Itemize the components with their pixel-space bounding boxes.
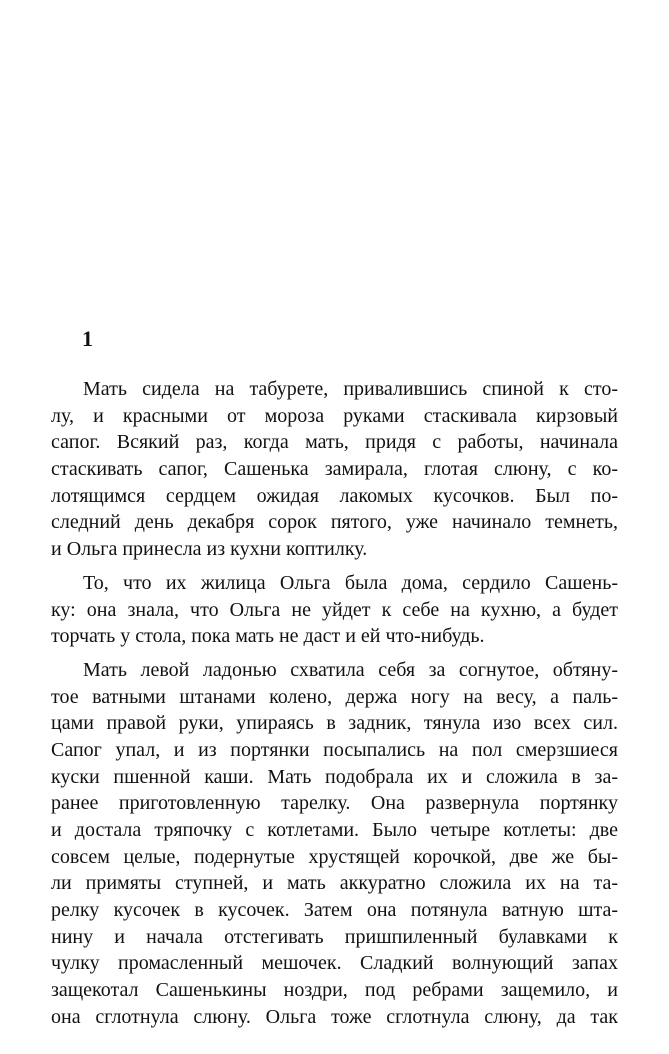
text-line: нину и начала отстегивать пришпиленный булавками к bbox=[51, 925, 618, 948]
text-line: защекотал Сашенькины ноздри, под ребрами защемило, и bbox=[51, 979, 618, 1002]
text-line: она сглотнула слюну. Ольга тоже сглотнула слюну, да так bbox=[51, 1005, 618, 1028]
text-line: тое ватными штанами колено, держа ногу на весу, а паль- bbox=[51, 685, 618, 708]
paragraph bbox=[51, 657, 618, 1031]
text-line: Сапог упал, и из портянки посыпались на пол смерзшиеся bbox=[51, 738, 618, 761]
text-line: торчать у стола, пока мать не даст и ей что-нибудь. bbox=[51, 625, 485, 648]
text-line: лу, и красными от мороза руками стаскивала кирзовый bbox=[51, 404, 618, 427]
text-line: Мать левой ладонью схватила себя за согнутое, обтяну- bbox=[83, 658, 618, 681]
text-line: следний день декабря сорок пятого, уже начинало темнеть, bbox=[51, 511, 618, 534]
text-line: и достала тряпочку с котлетами. Было четыре котлеты: две bbox=[51, 819, 618, 841]
text-line: релку кусочек в кусочек. Затем она потянула ватную шта- bbox=[51, 899, 618, 922]
text-line: ранее приготовленную тарелку. Она развернула портянку bbox=[51, 792, 618, 815]
text-line: Мать сидела на табурете, привалившись спиной к сто- bbox=[83, 378, 618, 400]
text-line: совсем целые, подернутые хрустящей корочкой, две же бы- bbox=[51, 845, 618, 868]
chapter-text bbox=[51, 376, 618, 1031]
text-line: лотящимся сердцем ожидая лакомых кусочков. Был по- bbox=[51, 484, 618, 507]
chapter-number: 1 bbox=[82, 326, 93, 351]
text-line: То, что их жилица Ольга была дома, сердило Сашень- bbox=[83, 571, 618, 594]
paragraph bbox=[51, 570, 618, 650]
text-line: стаскивать сапог, Сашенька замирала, глотая слюну, с ко- bbox=[51, 458, 618, 481]
text-line: сапог. Всякий раз, когда мать, придя с работы, начинала bbox=[51, 431, 618, 454]
text-line: и Ольга принесла из кухни коптилку. bbox=[51, 538, 368, 561]
text-line: ли примяты ступней, и мать аккуратно сложила их на та- bbox=[51, 872, 618, 895]
text-line: куски пшенной каши. Мать подобрала их и сложила в за- bbox=[51, 765, 618, 788]
text-line: чулку промасленный мешочек. Сладкий волнующий запах bbox=[51, 952, 618, 975]
paragraph bbox=[51, 376, 618, 563]
text-line: цами правой руки, упираясь в задник, тянула изо всех сил. bbox=[51, 712, 618, 735]
text-line: ку: она знала, что Ольга не уйдет к себе на кухню, а будет bbox=[51, 598, 618, 621]
